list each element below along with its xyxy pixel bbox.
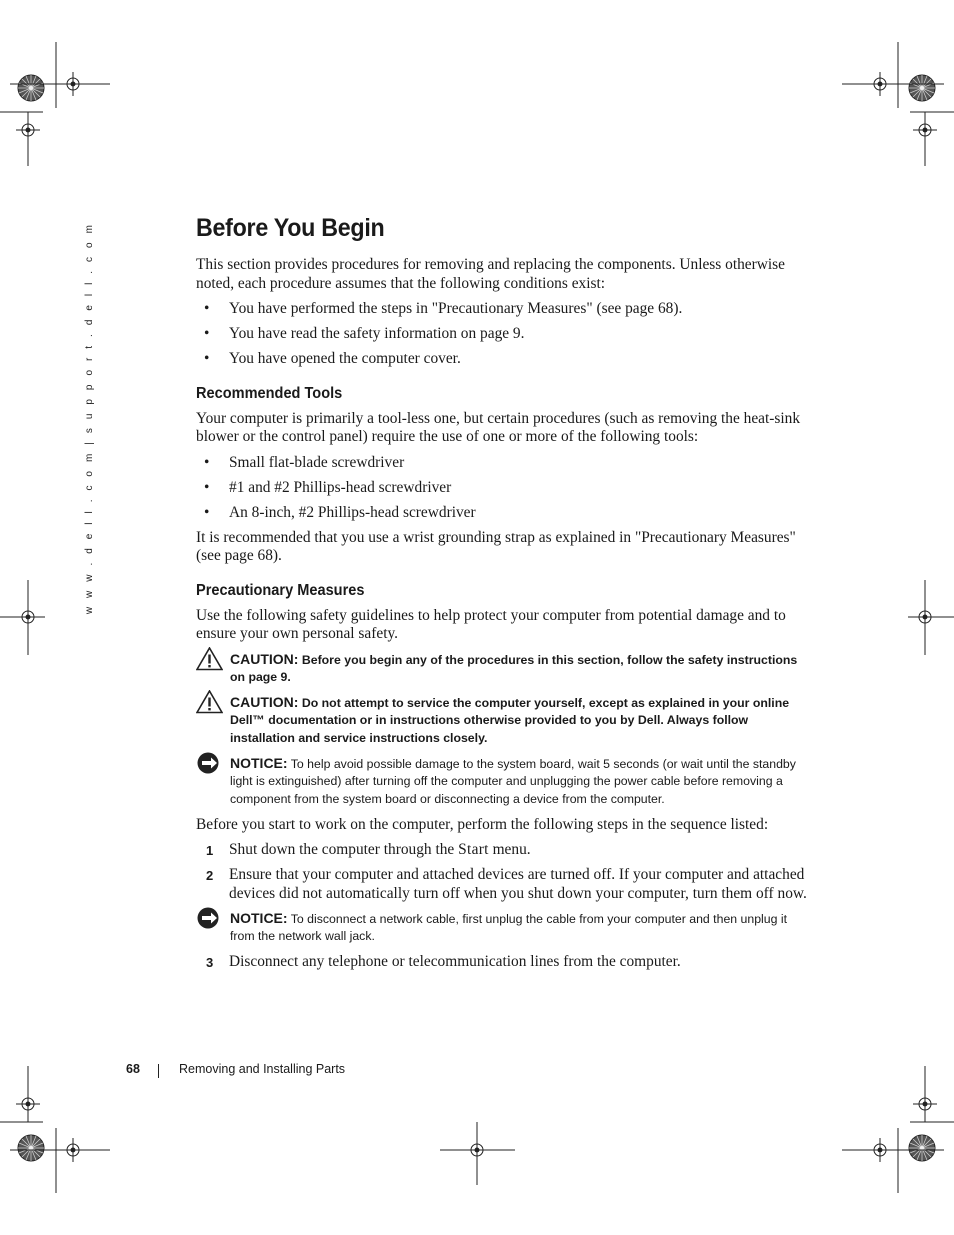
list-item: • Small flat-blade screwdriver: [204, 453, 405, 471]
precautionary-measures-heading: Precautionary Measures: [196, 581, 365, 599]
notice-text: To help avoid possible damage to the system board, wait 5 seconds (or wait until the standby light is extinguished) after turning off the computer and unplugging the power cable before removing a component from the system board or disconnecting a device from the computer.: [230, 756, 796, 806]
notice-stop-icon: [196, 751, 222, 775]
list-item: • #1 and #2 Phillips-head screwdriver: [204, 478, 452, 496]
notice-note: [196, 755, 812, 808]
tools-list: [196, 454, 812, 523]
list-item: • An 8-inch, #2 Phillips-head screwdriver: [204, 503, 476, 521]
tools-outro: It is recommended that you use a wrist grounding strap as explained in "Precautionary Measures" (see page 68).: [196, 528, 796, 564]
tools-intro: Your computer is primarily a tool-less one, but certain procedures (such as removing the heat-sink blower or the control panel) require the use of one or more of the following tools:: [196, 409, 801, 445]
list-item: 3 Disconnect any telephone or telecommunication lines from the computer.: [206, 953, 681, 971]
caution-label: CAUTION:: [230, 694, 299, 711]
notice-label: NOTICE:: [230, 754, 288, 771]
notice-text: To disconnect a network cable, first unplug the cable from your computer and then unplug it from the network wall jack.: [230, 911, 788, 944]
footer-section-title: Removing and Installing Parts: [179, 1062, 346, 1076]
steps-list: [196, 841, 812, 903]
caution-triangle-icon: [196, 647, 223, 671]
side-url-text: w w w . d e l l . c o m | s u p p o r t . d e l l . c o m: [84, 222, 95, 615]
list-item: 2 Ensure that your computer and attached devices are turned off. If your computer and attached devices did not automatically turn off when you shut down your computer, turn them off now.: [206, 866, 807, 902]
notice-label: NOTICE:: [230, 909, 288, 926]
list-item: • You have performed the steps in "Precautionary Measures" (see page 68).: [204, 300, 683, 317]
list-item: 1 Shut down the computer through the Start menu.: [206, 841, 531, 859]
caution-text: Do not attempt to service the computer yourself, except as explained in your online Dell™ documentation or in instructions otherwise provided to you by Dell. Always follow installation and service instructions closely.: [230, 696, 790, 745]
caution-text: Before you begin any of the procedures in this section, follow the safety instructions on page 9.: [230, 652, 798, 684]
caution-note: [196, 694, 812, 747]
caution-triangle-icon: [196, 690, 223, 714]
page-number: 68: [126, 1062, 140, 1076]
caution-label: CAUTION:: [230, 650, 299, 667]
page-content: [196, 214, 812, 978]
intro-paragraph: This section provides procedures for removing and replacing the components. Unless otherwise noted, each procedure assumes that the following conditions exist:: [196, 256, 785, 292]
caution-note: [196, 651, 812, 687]
page-title: Before You Begin: [196, 214, 385, 242]
conditions-list: [196, 300, 812, 369]
footer-divider: [158, 1064, 159, 1078]
list-item: • You have read the safety information on page 9.: [204, 325, 525, 342]
precaution-intro: Use the following safety guidelines to help protect your computer from potential damage and to ensure your own personal safety.: [196, 606, 786, 642]
recommended-tools-heading: Recommended Tools: [196, 384, 343, 402]
list-item: • You have opened the computer cover.: [204, 350, 461, 367]
notice-note: [196, 910, 812, 946]
steps-list-continued: [196, 953, 812, 972]
notice-stop-icon: [196, 906, 222, 930]
steps-intro: Before you start to work on the computer, perform the following steps in the sequence listed:: [196, 815, 769, 833]
